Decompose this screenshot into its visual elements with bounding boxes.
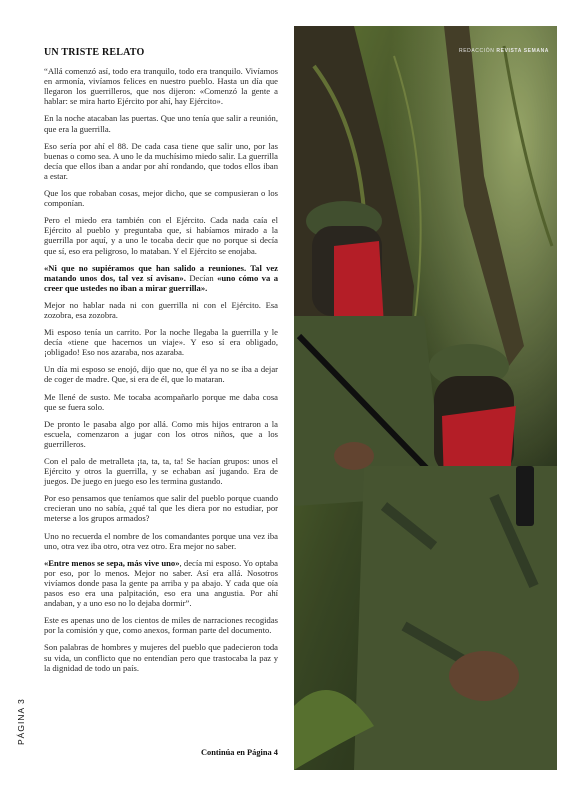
paragraph: De pronto le pasaba algo por allá. Como mis hijos entraron a la escuela, comenzaron a jugar con los otros niños, que a los guerrilleros. [44, 418, 278, 449]
paragraph-quote [44, 263, 278, 293]
paragraph: Este es apenas uno de los cientos de miles de narraciones recogidas por la comisión y que, como anexos, forman parte del documento. [44, 615, 278, 636]
article-title: UN TRISTE RELATO [44, 47, 145, 58]
quote-bold: «Entre menos se sepa, más vive uno» [44, 557, 180, 568]
paragraph-quote [44, 558, 278, 608]
quote-connector: Decían [185, 272, 218, 283]
paragraph: En la noche atacaban las puertas. Que uno tenía que salir a reunión, que era la guerrilla. [44, 113, 278, 134]
paragraph: Mejor no hablar nada ni con guerrilla ni con el Ejército. Esa zozobra, esa zozobra. [44, 299, 278, 320]
photo-credit [459, 48, 549, 54]
photo-illustration [294, 26, 557, 770]
credit-name: REVISTA SEMANA [496, 48, 549, 54]
article-column [44, 48, 278, 768]
paragraph: Eso sería por ahí el 88. De cada casa tiene que salir uno, por las buenas o como sea. A uno le da muchísimo miedo salir. La guerrilla decía que ellos iban a andar por ahí rondando, que todos ellos iban a estar. [44, 140, 278, 181]
paragraph: Con el palo de metralleta ¡ta, ta, ta, ta! Se hacían grupos: unos el Ejército y otros la guerrilla, y se echaban así jugando. Era de juegos. De juego en juego eso les termina gustando. [44, 456, 278, 487]
paragraph: Mi esposo tenía un carrito. Por la noche llegaba la guerrilla y le decía «tiene que hacernos un viaje». Y eso sí era obligado, ¡obligado! Eso nos azaraba, nos azaraba. [44, 327, 278, 358]
paragraph: Un día mi esposo se enojó, dijo que no, que él ya no se iba a dejar de coger de madre. Que, si era de él, que lo mataran. [44, 364, 278, 385]
quote-text: , decía mi esposo. Yo optaba por eso, por lo menos. Mejor no saber. Así era allá. Nosotros vivíamos donde pasa la gente pa arriba y pa abajo. Y cada que oía pasos eso era una palpitación, eso era una angustia. Por ahí andaban, y a uno eso no lo dejaba dormir”. [44, 557, 279, 609]
paragraph: Uno no recuerda el nombre de los comandantes porque una vez iba uno, otra vez iba otro, otra vez otro. Era mejor no saber. [44, 530, 278, 551]
credit-prefix: REDACCIÓN [459, 48, 497, 54]
paragraph: Me llené de susto. Me tocaba acompañarlo porque me daba cosa que se fuera solo. [44, 391, 278, 412]
paragraph: Que los que robaban cosas, mejor dicho, que se compusieran o los componían. [44, 188, 278, 209]
continue-link[interactable]: Continúa en Página 4 [200, 748, 278, 757]
quote-bold: «Ni que no supiéramos que han salido a reuniones. Tal vez matando unos dos, tal vez sí avisan». [44, 262, 278, 283]
paragraph: “Allá comenzó así, todo era tranquilo, todo era tranquilo. Vivíamos en armonía, vivíamos felices en nuestro pueblo. Hasta un día que llegaron los guerrilleros, que nos dijeron: «Comenzó la gente a hablar: se mira harto Ejército por ahí, hay Ejército». [44, 66, 278, 107]
paragraph: Son palabras de hombres y mujeres del pueblo que padecieron toda su vida, un conflicto que no entendían pero que trastocaba la paz y la dignidad de todo un país. [44, 642, 278, 673]
paragraph: Pero el miedo era también con el Ejército. Cada nada caía el Ejército al pueblo y preguntaba que, si habíamos mirado a la guerrilla por aquí, y a uno le tocaba decir que no porque si decía que sí, eso era peligroso, lo mataban. Y el Ejército se enojaba. [44, 215, 278, 256]
paragraph: Por eso pensamos que teníamos que salir del pueblo porque cuando crecieran uno no sabía, ¿qué tal que les diera por no estudiar, por meterse a los grupos armados? [44, 493, 278, 524]
guerrilla-photo [294, 26, 557, 770]
page-number: PÁGINA 3 [16, 698, 26, 745]
quote-bold: «uno cómo va a creer que ustedes no iban a mirar guerrilla». [44, 272, 278, 293]
